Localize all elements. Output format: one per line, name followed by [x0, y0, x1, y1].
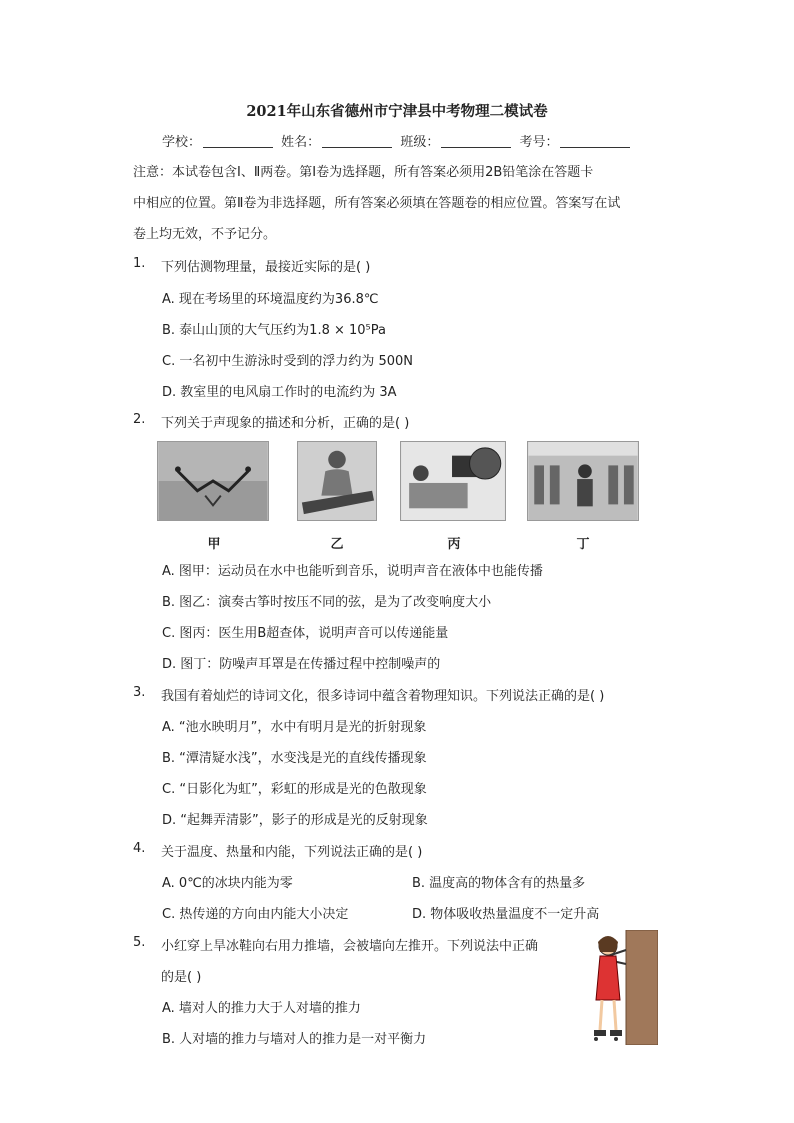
question-text: 小红穿上旱冰鞋向右用力推墙，会被墙向左推开。下列说法中正确: [161, 939, 539, 954]
ultrasound-image: [400, 441, 506, 521]
guzheng-image: [297, 441, 377, 521]
figure-ding: [527, 441, 639, 525]
question-text: 下列估测物理量，最接近实际的是( ): [161, 260, 371, 275]
option: A. 图甲：运动员在水中也能听到音乐，说明声音在液体中也能传播: [162, 564, 543, 579]
question-number: 4.: [133, 841, 146, 856]
option: A. 墙对人的推力大于人对墙的推力: [162, 1001, 361, 1016]
notice-line: 中相应的位置。第Ⅱ卷为非选择题，所有答案必须填在答题卷的相应位置。答案写在试: [133, 196, 621, 211]
question-number: 3.: [133, 685, 146, 700]
info-class-label: 班级：: [400, 135, 440, 150]
option: B. “潭清疑水浅”，水变浅是光的直线传播现象: [162, 751, 427, 766]
figure-label-jia: 甲: [207, 537, 221, 552]
question-text: 下列关于声现象的描述和分析，正确的是( ): [161, 416, 410, 431]
option: D. 物体吸收热量温度不一定升高: [412, 907, 600, 922]
figure-label-yi: 乙: [330, 537, 344, 552]
option: D. 教室里的电风扇工作时的电流约为 3A: [162, 385, 397, 400]
figure-yi: [297, 441, 377, 525]
option: A. 0℃的冰块内能为零: [162, 876, 293, 891]
info-id-label: 考号：: [519, 135, 559, 150]
figure-jia: [157, 441, 269, 525]
info-school-label: 学校：: [162, 135, 202, 150]
question-text: 我国有着灿烂的诗词文化，很多诗词中蕴含着物理知识。下列说法正确的是( ): [161, 689, 605, 704]
info-class-blank: [441, 135, 511, 148]
option: C. 热传递的方向由内能大小决定: [162, 907, 349, 922]
option: B. 图乙：演奏古筝时按压不同的弦，是为了改变响度大小: [162, 595, 492, 610]
notice-line: 卷上均无效，不予记分。: [133, 227, 277, 242]
info-line: [162, 131, 634, 150]
option: D. 图丁：防噪声耳罩是在传播过程中控制噪声的: [162, 657, 441, 672]
option: B. 泰山山顶的大气压约为1.8 × 10⁵Pa: [162, 323, 386, 338]
option: A. 现在考场里的环境温度约为36.8℃: [162, 292, 379, 307]
info-id-blank: [560, 135, 630, 148]
swimmers-image: [157, 441, 269, 521]
info-school-blank: [203, 135, 273, 148]
figure-bing: [400, 441, 506, 525]
option: C. 一名初中生游泳时受到的浮力约为 500N: [162, 354, 414, 369]
option: D. “起舞弄清影”，影子的形成是光的反射现象: [162, 813, 428, 828]
option: C. 图丙：医生用B超查体，说明声音可以传递能量: [162, 626, 449, 641]
option: B. 温度高的物体含有的热量多: [412, 876, 586, 891]
question-number: 2.: [133, 412, 146, 427]
option: C. “日影化为虹”，彩虹的形成是光的色散现象: [162, 782, 427, 797]
figure-label-ding: 丁: [576, 537, 590, 552]
girl-pushing-wall-image: [586, 930, 658, 1045]
option: B. 人对墙的推力与墙对人的推力是一对平衡力: [162, 1032, 427, 1047]
figure-label-bing: 丙: [447, 537, 461, 552]
notice-line: 注意：本试卷包含Ⅰ、Ⅱ两卷。第Ⅰ卷为选择题，所有答案必须用2B铅笔涂在答题卡: [133, 165, 594, 180]
info-name-label: 姓名：: [281, 135, 321, 150]
factory-image: [527, 441, 639, 521]
page-title: 2021年山东省德州市宁津县中考物理二模试卷: [246, 103, 548, 120]
question-text: 关于温度、热量和内能，下列说法正确的是( ): [161, 845, 423, 860]
question-text: 的是( ): [161, 970, 202, 985]
question-number: 1.: [133, 256, 146, 271]
info-name-blank: [322, 135, 392, 148]
option: A. “池水映明月”，水中有明月是光的折射现象: [162, 720, 427, 735]
question-number: 5.: [133, 935, 146, 950]
